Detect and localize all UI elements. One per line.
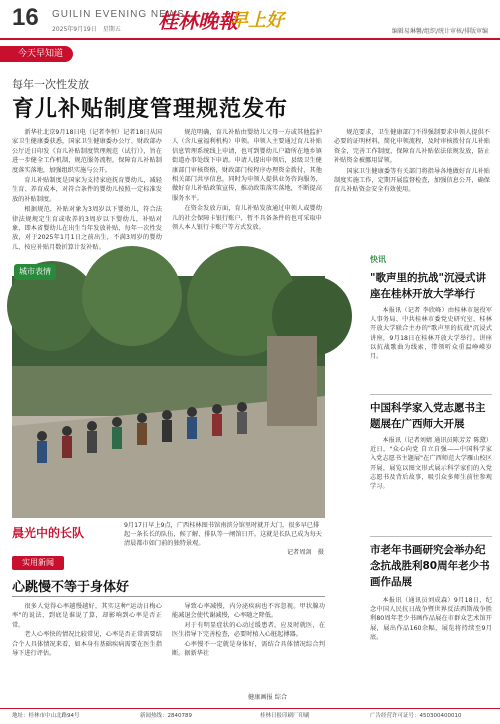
health-headline: 心跳慢不等于身体好 (12, 580, 130, 595)
lead-paragraph: 新华社北京9月18日电（记者李恒）记者18日从国家卫生健康委获悉，国家卫生健康委办公厅、财政部办公厅近日印发《育儿补贴制度管理规范（试行）》，旨在进一步健全工作机制，规范服务流程，保障育儿补贴制度落实落地，加强组织实施与公开。 (12, 129, 162, 174)
section-tag-health: 实用新闻 (12, 556, 64, 570)
news2-paragraph: 本报讯（记者刘婧 通讯员陈芳芳 陈黛）近日，"众心向党 自立自强——中国科学家入党志愿书主题展"在广西师范大学雁山校区开展，展览以图文形式展示科学家们的入党志愿书及背后故事，吸引众多师生前往参观学习。 (370, 437, 492, 491)
photo-credit: 记者周剑 摄 (286, 549, 324, 556)
page-header (0, 0, 500, 40)
footer-tel: 新闻热线：2840789 (140, 713, 192, 719)
news2-headline: 中国科学家入党志愿书主题展在广西师大开展 (370, 402, 486, 430)
health-paragraph: 对于有明显症状的心动过缓患者，应及时就医，在医生指导下完善检查，必要时植入心脏起搏器。 (172, 621, 325, 639)
quick-news-label: 快讯 (370, 255, 386, 264)
lead-column-2 (172, 128, 322, 233)
health-paragraph: 老人心率快的情况比较常见，心率是否正常需要结合个人具体情况来看，如本身有基础疾病需要在医生指导下进行评估。 (12, 631, 162, 658)
lead-paragraph: 育儿补贴制度是国家为支持家庭抚育婴幼儿，减轻生育、养育成本，对符合条件的婴幼儿按照一定标准发放的补贴制度。 (12, 177, 162, 203)
lead-kicker: 每年一次性发放 (12, 78, 89, 91)
news1-body (370, 306, 492, 361)
divider (370, 536, 492, 537)
health-paragraph: 导致心率减慢，内分泌疾病也不容忽视。甲状腺功能减退会使代谢减慢，心率随之降低。 (172, 603, 325, 620)
news3-paragraph: 本报讯（通讯员刘成森）9月18日，纪念中国人民抗日战争暨世界反法西斯战争胜利80周年老少书画作品展在市群众艺术馆开展，展出作品160余幅，展览将持续至9月底。 (370, 597, 492, 641)
paper-name-en: GUILIN EVENING NEWS (52, 9, 185, 20)
footer-address: 地址：桂林市中山北路94号 (12, 713, 80, 719)
photo-tag: 城市表情 (14, 264, 56, 280)
lead-paragraph: 在资金发放方面，育儿补贴发放通过申领人或婴幼儿的社会保障卡银行账户，暂不具备条件的也可采取申领人本人银行卡账户等方式发放。 (172, 205, 322, 232)
issue-date: 2025年9月19日 星期五 (52, 26, 121, 33)
lead-column-3 (334, 128, 490, 196)
footer-ad-license: 广告经营许可证号：450300400010 (370, 713, 462, 719)
news3-body (370, 596, 492, 642)
health-paragraph: 心率慢不一定就是身体好，需结合具体情况综合判断。据新华社 (172, 640, 325, 658)
lead-column-1 (12, 128, 162, 253)
divider (370, 394, 492, 395)
divider (12, 596, 325, 597)
news1-headline: "歌声里的抗战"沉浸式讲座在桂林开放大学举行 (370, 272, 486, 300)
editor-credits: 编辑易琳馨/组织/统计审核/排版审编 (391, 28, 488, 35)
page-footer (0, 708, 500, 724)
health-column-2 (172, 602, 325, 658)
lead-headline: 育儿补贴制度管理规范发布 (12, 97, 289, 122)
lead-paragraph: 规范明确，育儿补贴由婴幼儿父母一方或其他监护人（含儿童福利机构）申领。申领人主要通过育儿补贴信息管理系统线上申请，也可到婴幼儿户籍所在地乡镇街道办事处线下申请。申请人提出申领后，县级卫生健康部门审核资格，财政部门按程序办理资金拨付，其他相关部门共享信息，同时为申领人提供业务咨询服务，做好育儿补贴政策宣传，推动政策落实落地，不断提高服务水平。 (172, 129, 322, 202)
photo-caption-text: 9月17日早上9点，广西桂林图书馆南滨分馆里时就开大门，很多早已排起一条长长的队伍，候了解、排队等一闸馆日开。这就是长队已成为每天清晨都市如门前的独特景观。 (124, 522, 322, 547)
photo-caption (124, 521, 324, 557)
news2-body (370, 436, 492, 491)
queue-photo (12, 267, 325, 518)
photo-title: 晨光中的长队 (12, 526, 85, 540)
lead-paragraph: 根据规范，补贴对象为3周岁以下婴幼儿，符合法律法规规定生育或收养的3周岁以下婴幼儿，补贴对象，即本省婴幼儿在出生当年发放补贴，每年一次性发放，对于2025年1月1日之前出生，不满3周岁的婴幼儿，按应补贴月数折算计发补贴。 (12, 206, 162, 251)
paper-logo: 桂林晚報 (158, 9, 238, 33)
section-tag-today: 今天早知道 (0, 46, 73, 62)
health-source: 健康画报 综合 (248, 694, 288, 701)
footer-print: 桂林日报印刷厂印刷 (260, 713, 310, 719)
news1-paragraph: 本报讯（记者 李欣峰）由桂林市退役军人事务局、中共桂林市委党史研究室、桂林开放大学联合主办的"歌声里的抗战"沉浸式讲座，9月18日在桂林开放大学举行。讲座以抗战歌曲为线索，带领听众重温峥嵘岁月。 (370, 307, 492, 361)
health-paragraph: 很多人觉得心率越慢越好，其实这种"运动日梅心率"的说法，到底是谁说了算，却影响到心率是否正常。 (12, 603, 162, 629)
health-column-1 (12, 602, 162, 658)
lead-paragraph: 国家卫生健康委等有关部门将指导各地做好育儿补贴制度实施工作，定期开展监督检查，加强信息公开，确保育儿补贴资金安全有效使用。 (334, 167, 490, 194)
news3-headline: 市老年书画研究会举办纪念抗战胜利80周年老少书画作品展 (370, 544, 490, 588)
photo-illustration (12, 276, 325, 518)
page-number: 16 (12, 4, 39, 31)
lead-paragraph: 规范要求，卫生健康部门不得强制要求申领人提供不必要的证明材料，简化申领流程，及时审核拨付育儿补贴资金，完善工作制度，保障育儿补贴依法依规发放，防止补贴资金被挪用冒领。 (334, 129, 490, 165)
section-name: 早上好 (230, 10, 284, 31)
